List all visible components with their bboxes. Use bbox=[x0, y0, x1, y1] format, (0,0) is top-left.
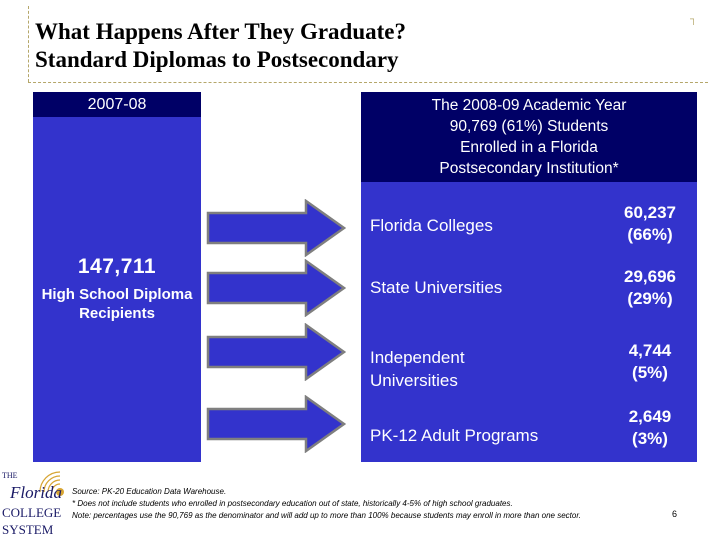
flow-arrow-icon bbox=[206, 259, 346, 317]
page-number: 6 bbox=[672, 509, 678, 519]
logo-text-system: SYSTEM bbox=[2, 522, 54, 537]
destination-value-state-universities bbox=[602, 266, 698, 310]
destination-label-pk12-adult: PK-12 Adult Programs bbox=[370, 426, 539, 445]
right-panel-header bbox=[361, 92, 697, 182]
logo-text-the: THE bbox=[2, 471, 18, 480]
destination-label-independent-universities bbox=[370, 346, 465, 392]
left-panel-header: 2007-08 bbox=[33, 92, 201, 117]
footnotes bbox=[72, 486, 692, 522]
enrollment-count: 2,649 bbox=[628, 407, 672, 426]
enrollment-percent: (66%) bbox=[627, 225, 673, 244]
footnote-asterisk: * Does not include students who enrolled in postsecondary education out of state, historically 4-5% of high school graduates. bbox=[72, 499, 513, 508]
footnote-source: Source: PK-20 Education Data Warehouse. bbox=[72, 487, 227, 496]
florida-college-system-logo bbox=[0, 462, 72, 540]
right-header-line: Postsecondary Institution* bbox=[439, 160, 619, 177]
logo-text-college: COLLEGE bbox=[2, 505, 62, 520]
enrollment-count: 29,696 bbox=[624, 267, 676, 286]
label-line: Universities bbox=[370, 371, 458, 390]
destination-value-pk12-adult bbox=[602, 406, 698, 450]
enrollment-count: 4,744 bbox=[628, 341, 672, 360]
flow-arrow-icon bbox=[206, 395, 346, 453]
title-horizontal-rule bbox=[28, 82, 708, 83]
destination-label-florida-colleges: Florida Colleges bbox=[370, 216, 493, 235]
title-line-2: Standard Diplomas to Postsecondary bbox=[35, 47, 399, 72]
destination-label-state-universities: State Universities bbox=[370, 278, 503, 297]
flow-arrow-icon bbox=[206, 323, 346, 381]
enrollment-percent: (29%) bbox=[627, 289, 673, 308]
flow-arrow-icon bbox=[206, 199, 346, 257]
title-vertical-rule bbox=[28, 6, 29, 82]
right-header-line: 90,769 (61%) Students bbox=[449, 118, 609, 135]
enrollment-percent: (3%) bbox=[632, 429, 668, 448]
right-header-line: Enrolled in a Florida bbox=[460, 139, 598, 156]
right-header-line: The 2008-09 Academic Year bbox=[431, 97, 627, 114]
enrollment-percent: (5%) bbox=[632, 363, 668, 382]
enrollment-count: 60,237 bbox=[624, 203, 676, 222]
corner-decoration: ┐ bbox=[690, 14, 696, 25]
graduates-description: High School Diploma Recipients bbox=[41, 286, 193, 322]
logo-text-florida: Florida bbox=[10, 483, 62, 502]
label-line: Independent bbox=[370, 348, 465, 367]
destination-value-independent-universities bbox=[602, 340, 698, 384]
slide-title bbox=[35, 18, 406, 74]
footnote-note: Note: percentages use the 90,769 as the denominator and will add up to more than 100% because students may enroll in more than one sector. bbox=[72, 511, 581, 520]
graduates-total: 147,711 bbox=[77, 255, 157, 278]
title-line-1: What Happens After They Graduate? bbox=[35, 19, 407, 44]
destination-value-florida-colleges bbox=[602, 202, 698, 246]
